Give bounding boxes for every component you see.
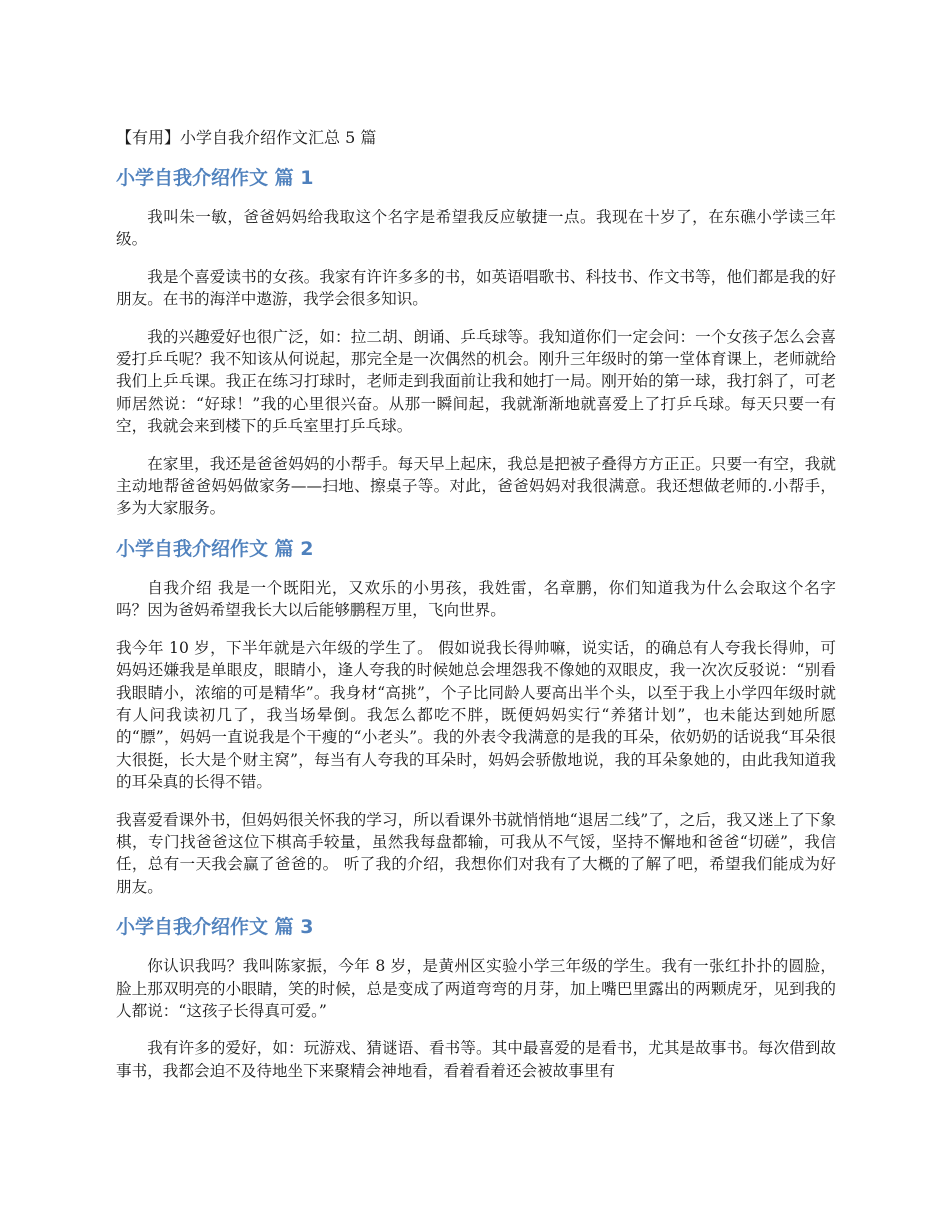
document-body xyxy=(116,164,836,1097)
section-heading-1: 小学自我介绍作文 篇 1 xyxy=(116,167,314,189)
paragraph: 自我介绍 我是一个既阳光，又欢乐的小男孩，我姓雷，名章鹏，你们知道我为什么会取这个名字吗？因为爸妈希望我长大以后能够鹏程万里，飞向世界。 xyxy=(116,578,836,620)
paragraph: 你认识我吗？我叫陈家振，今年 8 岁，是黄州区实验小学三年级的学生。我有一张红扑扑的圆脸，脸上那双明亮的小眼睛，笑的时候，总是变成了两道弯弯的月芽，加上嘴巴里露出的两颗虎牙，见到我的人都说：“这孩子长得真可爱。” xyxy=(116,957,836,1020)
paragraph: 我叫朱一敏，爸爸妈妈给我取这个名字是希望我反应敏捷一点。我现在十岁了，在东礁小学读三年级。 xyxy=(116,208,836,249)
paragraph: 我有许多的爱好，如：玩游戏、猜谜语、看书等。其中最喜爱的是看书，尤其是故事书。每次借到故事书，我都会迫不及待地坐下来聚精会神地看，看着看着还会被故事里有 xyxy=(116,1039,836,1080)
paragraph: 我喜爱看课外书，但妈妈很关怀我的学习，所以看课外书就悄悄地“退居二线”了，之后，我又迷上了下象棋，专门找爸爸这位下棋高手较量，虽然我每盘都输，可我从不气馁，坚持不懈地和爸爸“切磋”，我信任，总有一天我会赢了爸爸的。 听了我的介绍，我想你们对我有了大概的了解了吧，希望我们能成为好朋友。 xyxy=(116,810,836,896)
paragraph: 我的兴趣爱好也很广泛，如：拉二胡、朗诵、乒乓球等。我知道你们一定会问：一个女孩子怎么会喜爱打乒乓呢？我不知该从何说起，那完全是一次偶然的机会。刚升三年级时的第一堂体育课上，老师就给我们上乒乓课。我正在练习打球时，老师走到我面前让我和她打一局。刚开始的第一球，我打斜了，可老师居然说：“好球！”我的心里很兴奋。从那一瞬间起，我就渐渐地就喜爱上了打乒乓球。每天只要一有空，我就会来到楼下的乒乓室里打乒乓球。 xyxy=(116,327,836,436)
section-heading-3: 小学自我介绍作文 篇 3 xyxy=(116,916,314,939)
paragraph: 我今年 10 岁，下半年就是六年级的学生了。 假如说我长得帅嘛，说实话，的确总有人夸我长得帅，可妈妈还嫌我是单眼皮，眼睛小，逢人夸我的时候她总会埋怨我不像她的双眼皮，我一次次反驳说：“别看我眼睛小，浓缩的可是精华”。我身材“高挑”，个子比同龄人要高出半个头，以至于我上小学四年级时就有人问我读初几了，我当场晕倒。我怎么都吃不胖，既便妈妈实行“养猪计划”，也未能达到她所愿的“膘”，妈妈一直说我是个干瘦的“小老头”。我的外表令我满意的是我的耳朵，依奶奶的话说我“耳朵很大很挺，长大是个财主窝”，每当有人夸我的耳朵时，妈妈会骄傲地说，我的耳朵象她的，由此我知道我的耳朵真的长得不错。 xyxy=(116,638,836,792)
section-heading-2: 小学自我介绍作文 篇 2 xyxy=(116,537,314,560)
document-title: 【有用】小学自我介绍作文汇总 5 篇 xyxy=(116,128,377,147)
paragraph: 我是个喜爱读书的女孩。我家有许许多多的书，如英语唱歌书、科技书、作文书等，他们都是我的好朋友。在书的海洋中遨游，我学会很多知识。 xyxy=(116,267,836,309)
paragraph: 在家里，我还是爸爸妈妈的小帮手。每天早上起床，我总是把被子叠得方方正正。只要一有空，我就主动地帮爸爸妈妈做家务——扫地、擦桌子等。对此，爸爸妈妈对我很满意。我还想做老师的.小帮手，多为大家服务。 xyxy=(116,454,836,518)
